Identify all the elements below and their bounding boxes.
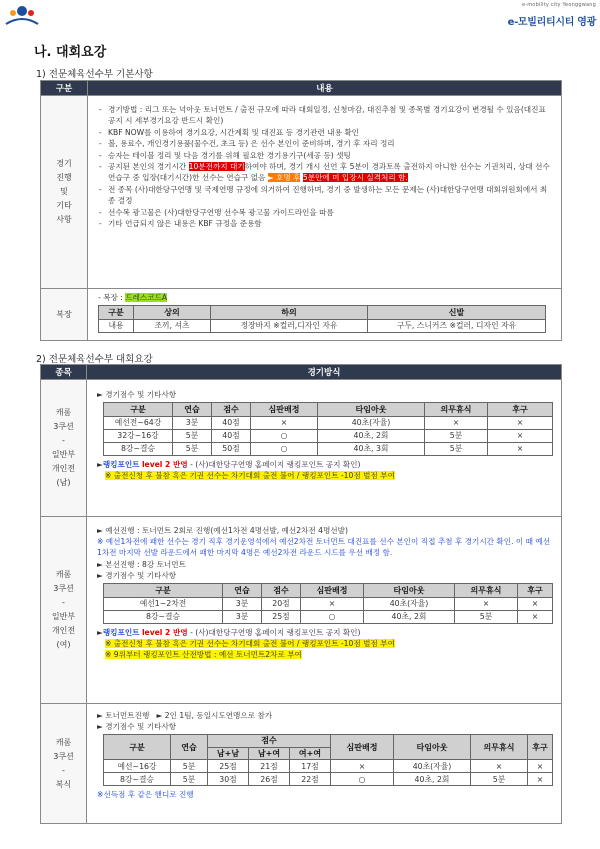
disqualify-highlight: 5분안에 미 입장시 실격처리 함.: [302, 173, 408, 183]
rule-item: - 경기방법 : 리그 또는 넉아웃 토너먼트 / 출전 규모에 따라 대회일정, 신청마감, 대진추첨 및 종목별 경기요강이 변경될 수 있음(대진표 공지 시 세부경기요강 반드시 확인): [98, 104, 553, 127]
table-row: 예선~16강 5분 25점 21점 17점 × 40초(자율) × ×: [104, 760, 553, 773]
section1-row2-label: 복장: [41, 289, 88, 341]
dress-cell: - 복장 : 드레스코드A 구분 상의 하의 신발 내용 조끼, 셔츠 정장바지 ※컬러,디자인 자유 구두, 스니커즈 ※컬러, 디자인 자유: [88, 289, 562, 341]
women-prelim-note: ※ 예선1차전에 패한 선수는 경기 직후 경기운영석에서 예선2차전 토너먼트 대진표를 선수 본인이 직접 추첨 후 경기시간 확인. 이 때 예선1차전 마지막 선발 라운드에서 패한 마지막 4명은 예선2차전 라운드 시드를 우선 배정 함.: [97, 537, 551, 558]
rank-calc-note: ※ 9위부터 랭킹포인트 산전방법 : 예선 토너먼트2차로 부여: [105, 650, 302, 660]
logo-mark-icon: [2, 2, 42, 28]
men-score-table: 구분 연습 점수 심판배정 타임아웃 의무휴식 후구 예선전~64강 3분 40점 × 40초(자율) × × 32강~16강 5분 40점 ○ 40초, 2회 5분 × 8강~결승 5분 50점 ○ 40초, 3회 5분 ×: [103, 402, 553, 456]
table-row: 32강~16강 5분 40점 ○ 40초, 2회 5분 ×: [104, 430, 553, 443]
event-men-content: ► 경기점수 및 기타사항 구분 연습 점수 심판배정 타임아웃 의무휴식 후구 예선전~64강 3분 40점 × 40초(자율) × × 32강~16강 5분 40점 ○ 40초, 2회 5분 × 8강~결승 5분 50점 ○ 40초, 3회 5분 × ►랭킹포인트 level 2 반영 - (사)대한당구연맹 홈페이지 랭킹포인트 공지 확인) ※ 출전신청 후 불참 혹은 기권 선수는 차기대회 출전 불어 / 랭킹포인트 -10점 벌점 부여: [87, 380, 562, 517]
rule-item: - 선수복 광고물은 (사)대한당구연맹 선수복 광고물 가이드라인을 따름: [98, 207, 553, 218]
women-score-table: 구분 연습 점수 심판배정 타임아웃 의무휴식 후구 예선1~2차전 3분 20점 × 40초(자율) × × 8강~결승 3분 25점 ○ 40초, 2회 5분 ×: [103, 583, 553, 624]
table-row: 예선전~64강 3분 40점 × 40초(자율) × ×: [104, 417, 553, 430]
section2-title: 2) 전문체육선수부 대회요강: [36, 354, 153, 365]
wait-highlight: 10분전까지 대기: [188, 162, 245, 172]
section1-col-label: 구분: [41, 81, 88, 96]
doubles-note: ※선득점 후 같은 핸디로 진행: [97, 790, 194, 800]
logo: [0, 0, 596, 30]
event-doubles-content: ► 토너먼트진행 ► 2인 1팀, 동일시도연맹으로 참가 ► 경기점수 및 기타사항 구분 연습 점수 심판배정 타임아웃 의무휴식 후구 남+남 남+여 여+여 예선~16강 5분 25점 21점 17점 × 40초(자율) × × 8강~결승 5분 30점 26점 22점 ○ 40초, 2회 5분 × ※선득점 후 같은 핸디로 진행: [87, 704, 562, 824]
table-row: 8강~결승 5분 50점 ○ 40초, 3회 5분 ×: [104, 443, 553, 456]
section2-table: [40, 364, 562, 824]
section1-col-content: 내용: [88, 81, 562, 96]
table-row: 예선1~2차전 3분 20점 × 40초(자율) × ×: [104, 598, 553, 611]
event-label-women: 캐롬 3쿠션 - 일반부 개인전 (여): [41, 517, 87, 704]
call-highlight: ► 호명 후: [267, 173, 301, 183]
event-women-content: ► 예선진행 : 토너먼트 2회로 진행(예선1차전 4명선발, 예선2차전 4명선발) ※ 예선1차전에 패한 선수는 경기 직후 경기운영석에서 예선2차전 토너먼트 대진표를 선수 본인이 직접 추첨 후 경기시간 확인. 이 때 예선1차전 마지막 선발 라운드에서 패한 마지막 4명은 예선2차전 라운드 시드를 우선 배정 함. ► 본선진행 : 8강 토너먼트 ► 경기점수 및 기타사항 구분 연습 점수 심판배정 타임아웃 의무휴식 후구 예선1~2차전 3분 20점 × 40초(자율) × × 8강~결승 3분 25점 ○ 40초, 2회 5분 × ►랭킹포인트 level 2 반영 - (사)대한당구연맹 홈페이지 랭킹포인트 공지 확인) ※ 출전신청 후 불참 혹은 기권 선수는 차기대회 출전 불어 / 랭킹포인트 -10점 벌점 부여 ※ 9위부터 랭킹포인트 산전방법 : 예선 토너먼트2차로 부여: [87, 517, 562, 704]
penalty-note: ※ 출전신청 후 불참 혹은 기권 선수는 차기대회 출전 불어 / 랭킹포인트 -10점 벌점 부여: [105, 471, 395, 481]
dress-code-badge: 드레스코드A: [125, 293, 168, 302]
page-heading: 나. 대회요강: [34, 45, 107, 60]
section2-col-event: 종목: [41, 365, 87, 380]
table-row: 8강~결승 3분 25점 ○ 40초, 2회 5분 ×: [104, 611, 553, 624]
penalty-note: ※ 출전신청 후 불참 혹은 기권 선수는 차기대회 출전 불어 / 랭킹포인트 -10점 벌점 부여: [105, 639, 395, 649]
section1-title: 1) 전문체육선수부 기본사항: [36, 69, 153, 80]
rule-item: - 전 종목 (사)대한당구연맹 및 국제연맹 규정에 의거하여 진행하며, 경기 중 발생하는 모든 문제는 (사)대한당구연맹 대회위원회에서 최종 결정: [98, 184, 553, 207]
event-label-doubles: 캐롬 3쿠션 - 복식: [41, 704, 87, 824]
doubles-score-table: 구분 연습 점수 심판배정 타임아웃 의무휴식 후구 남+남 남+여 여+여 예선~16강 5분 25점 21점 17점 × 40초(자율) × × 8강~결승 5분 30점 26점 22점 ○ 40초, 2회 5분 ×: [103, 734, 553, 786]
section1-row1-label: 경기 진행 및 기타 사항: [41, 96, 88, 289]
section1-table: [40, 80, 562, 341]
table-row: 8강~결승 5분 30점 26점 22점 ○ 40초, 2회 5분 ×: [104, 773, 553, 786]
rule-item-wait: - 공지된 본인의 경기시간 10분전까지 대기하여야 하며, 경기 개시 선언 후 5분이 경과토록 출전하지 아니한 선수는 기권처리, 상대 선수 연습구 중 입장(대기시간)한 선수는 연습구 없음 ► 호명 후 5분안에 미 입장시 실격처리 함.: [98, 161, 553, 184]
event-label-men: 캐롬 3쿠션 - 일반부 개인전 (남): [41, 380, 87, 517]
rule-item: - 승자는 테이블 정리 및 다음 경기를 위해 필요한 경기용기구(세공 등) 셋팅: [98, 150, 553, 161]
section1-rules: [88, 96, 562, 289]
rule-item: - KBF NOW를 이용하여 경기요강, 시간계획 및 대진표 등 경기관련 내용 확인: [98, 127, 553, 138]
logo-tagline: e-mobility city Yeonggwang: [521, 2, 596, 8]
section2-col-method: 경기방식: [87, 365, 562, 380]
rule-item: - 볼, 용료수, 개인경기용품(물수건, 초크 등) 은 선수 본인이 준비하며, 경기 후 자리 정리: [98, 138, 553, 149]
rule-item: - 기타 언급되지 않은 내용은 KBF 규정을 준용함: [98, 218, 553, 229]
dress-table: 구분 상의 하의 신발 내용 조끼, 셔츠 정장바지 ※컬러,디자인 자유 구두, 스니커즈 ※컬러, 디자인 자유: [98, 305, 546, 333]
logo-name: e-모빌리티시티 영광: [507, 17, 596, 28]
